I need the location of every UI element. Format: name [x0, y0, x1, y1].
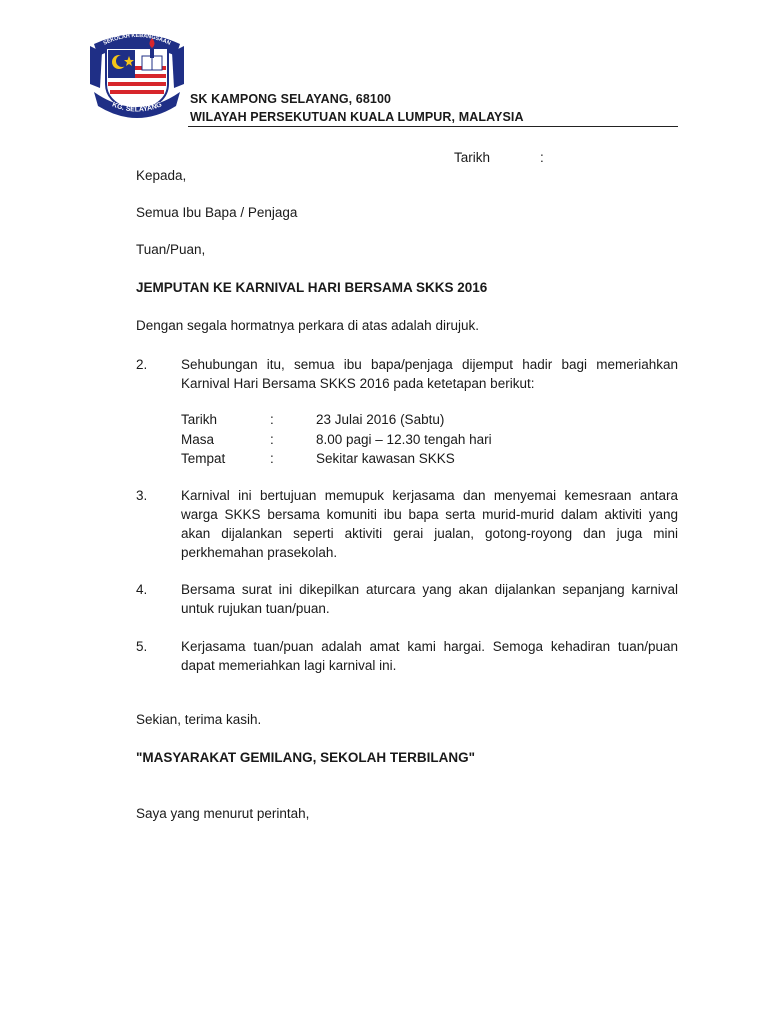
paragraph-text: Kerjasama tuan/puan adalah amat kami hargai. Semoga kehadiran tuan/puan dapat memeriahkan lagi karnival ini. — [181, 639, 678, 673]
paragraph-4 — [136, 580, 678, 618]
letter-subject: JEMPUTAN KE KARNIVAL HARI BERSAMA SKKS 2016 — [136, 280, 488, 295]
paragraph-5 — [136, 637, 678, 675]
paragraph-text: Sehubungan itu, semua ibu bapa/penjaga dijemput hadir bagi memeriahkan Karnival Hari Bersama SKKS 2016 pada ketetapan berikut: — [181, 357, 678, 391]
paragraph-2 — [136, 355, 678, 393]
detail-value: 8.00 pagi – 12.30 tengah hari — [316, 431, 492, 447]
school-name: SK KAMPONG SELAYANG, 68100 — [190, 92, 392, 106]
svg-text:KG. SELAYANG: KG. SELAYANG — [111, 101, 163, 114]
detail-key: Tempat — [181, 451, 226, 466]
paragraph-number: 3. — [136, 488, 148, 503]
detail-key: Masa — [181, 431, 215, 447]
detail-value: 23 Julai 2016 (Sabtu) — [316, 412, 445, 427]
detail-value: Sekitar kawasan SKKS — [316, 451, 455, 466]
paragraph-number: 4. — [136, 582, 148, 597]
recipient-line: Semua Ibu Bapa / Penjaga — [136, 205, 298, 220]
paragraph-text: Bersama surat ini dikepilkan aturcara yang akan dijalankan sepanjang karnival untuk rujukan tuan/puan. — [181, 582, 678, 616]
detail-row-time — [181, 430, 581, 450]
detail-key: Tarikh — [181, 412, 218, 427]
closing-thanks: Sekian, terima kasih. — [136, 712, 262, 727]
detail-colon: : — [270, 431, 274, 447]
detail-row-date — [181, 410, 581, 430]
svg-text:SEKOLAH KEBANGSAAN: SEKOLAH KEBANGSAAN — [102, 32, 172, 47]
paragraph-3 — [136, 486, 678, 562]
event-details — [181, 410, 581, 469]
detail-colon: : — [270, 451, 274, 466]
paragraph-text: Karnival ini bertujuan memupuk kerjasama dan menyemai kemesraan antara warga SKKS bersama komuniti ibu bapa serta murid-murid dalam aktiviti yang akan dijalankan seperti aktiviti gerai jualan, gotong-royong dan juga mini perkhemahan prasekolah. — [181, 488, 678, 560]
date-label: Tarikh — [454, 150, 491, 165]
detail-row-place — [181, 449, 581, 469]
intro-paragraph: Dengan segala hormatnya perkara di atas adalah dirujuk. — [136, 318, 479, 333]
salutation-line: Tuan/Puan, — [136, 242, 206, 257]
paragraph-number: 5. — [136, 639, 148, 654]
kepada-line: Kepada, — [136, 168, 187, 183]
date-colon: : — [540, 150, 544, 165]
sign-off: Saya yang menurut perintah, — [136, 806, 310, 821]
school-address: WILAYAH PERSEKUTUAN KUALA LUMPUR, MALAYSIA — [190, 110, 524, 124]
detail-colon: : — [270, 412, 274, 427]
header-divider — [188, 126, 678, 127]
paragraph-number: 2. — [136, 357, 148, 372]
school-motto: "MASYARAKAT GEMILANG, SEKOLAH TERBILANG" — [136, 750, 476, 765]
school-crest-logo — [88, 26, 186, 118]
